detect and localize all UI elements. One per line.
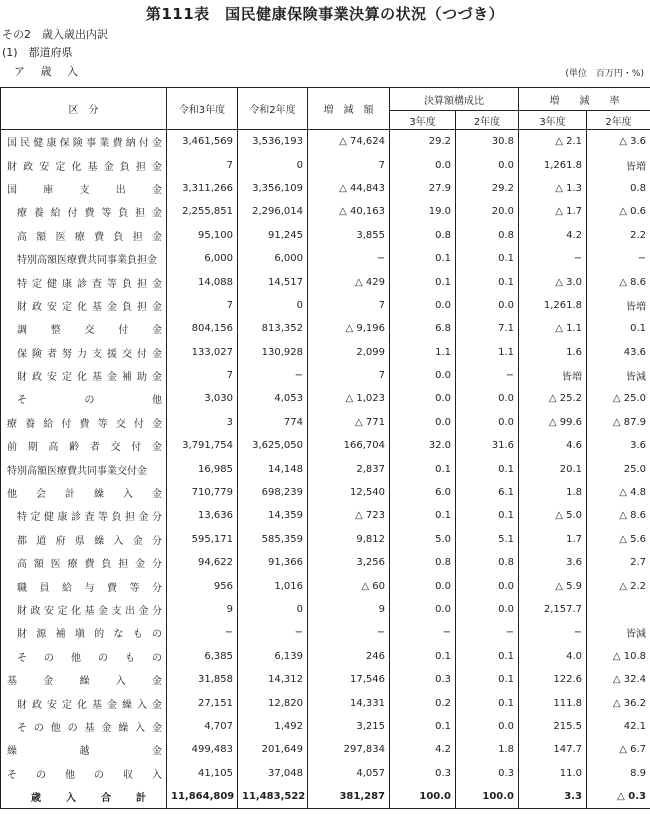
cell-g2	[587, 598, 650, 621]
cell-g3: 147.7	[519, 738, 587, 761]
cell-c2: 5.1	[456, 528, 519, 551]
cell-g3: △ 2.1	[519, 130, 587, 154]
cell-r2: 813,352	[238, 317, 308, 340]
cell-r3: 7	[167, 294, 238, 317]
cell-g3: 20.1	[519, 457, 587, 480]
cell-c2: 0.0	[456, 294, 519, 317]
cell-chg: 7	[308, 153, 390, 176]
cell-g3: 4.2	[519, 224, 587, 247]
cell-g2: 皆減	[587, 621, 650, 644]
cell-g3: △ 5.0	[519, 504, 587, 527]
table-row	[1, 715, 650, 738]
cell-c3: 5.0	[390, 528, 456, 551]
row-label: 保険者努力支援交付金	[1, 341, 167, 364]
cell-c3: 0.1	[390, 270, 456, 293]
cell-g2: 2.2	[587, 224, 650, 247]
cell-r3: 3,030	[167, 387, 238, 410]
row-label: 財政安定化基金補助金	[1, 364, 167, 387]
header-rate: 増 減 率	[519, 88, 650, 111]
row-label: その他	[1, 387, 167, 410]
cell-chg: 17,546	[308, 668, 390, 691]
row-label: その他のもの	[1, 645, 167, 668]
cell-c2: 1.1	[456, 341, 519, 364]
table-row	[1, 481, 650, 504]
cell-chg: 381,287	[308, 785, 390, 809]
cell-c2: 0.8	[456, 551, 519, 574]
table-row	[1, 645, 650, 668]
table-row	[1, 224, 650, 247]
cell-c2: 0.1	[456, 645, 519, 668]
cell-r2: −	[238, 621, 308, 644]
cell-g3: 1.7	[519, 528, 587, 551]
cell-g2: △ 5.6	[587, 528, 650, 551]
cell-chg: 12,540	[308, 481, 390, 504]
table-row	[1, 411, 650, 434]
cell-g2: 8.9	[587, 762, 650, 785]
cell-r2: −	[238, 364, 308, 387]
cell-g2: △ 8.6	[587, 270, 650, 293]
cell-chg: 9	[308, 598, 390, 621]
cell-chg: 2,099	[308, 341, 390, 364]
row-label: 基金繰入金	[1, 668, 167, 691]
table-row	[1, 574, 650, 597]
cell-g3: △ 3.0	[519, 270, 587, 293]
cell-r2: 14,517	[238, 270, 308, 293]
cell-c2: 0.1	[456, 247, 519, 270]
cell-c3: 0.8	[390, 224, 456, 247]
row-label: 高額医療費負担金分	[1, 551, 167, 574]
cell-r2: 698,239	[238, 481, 308, 504]
cell-chg: 3,215	[308, 715, 390, 738]
cell-g2: 43.6	[587, 341, 650, 364]
section-heading: その2 歳入歳出内訳	[2, 28, 108, 41]
cell-r3: 956	[167, 574, 238, 597]
cell-g3: 1.6	[519, 341, 587, 364]
cell-r2: 585,359	[238, 528, 308, 551]
table-row	[1, 364, 650, 387]
cell-c2: 0.0	[456, 387, 519, 410]
cell-r3: 13,636	[167, 504, 238, 527]
cell-c2: 1.8	[456, 738, 519, 761]
cell-r3: 16,985	[167, 457, 238, 480]
cell-c3: 0.1	[390, 715, 456, 738]
cell-g3: 皆増	[519, 364, 587, 387]
cell-chg: △ 60	[308, 574, 390, 597]
cell-c3: 0.1	[390, 457, 456, 480]
cell-g3: 4.6	[519, 434, 587, 457]
cell-g2: 42.1	[587, 715, 650, 738]
row-label: 特別高額医療費共同事業負担金	[1, 247, 167, 270]
cell-c3: 0.0	[390, 153, 456, 176]
table-row	[1, 762, 650, 785]
cell-r2: 774	[238, 411, 308, 434]
cell-r3: 2,255,851	[167, 200, 238, 223]
cell-c2: 0.3	[456, 762, 519, 785]
page-title: 第111表 国民健康保険事業決算の状況（つづき）	[145, 5, 505, 23]
cell-r3: 3	[167, 411, 238, 434]
cell-g2: △ 3.6	[587, 130, 650, 154]
cell-r2: 130,928	[238, 341, 308, 364]
cell-c2: 0.0	[456, 715, 519, 738]
cell-chg: △ 723	[308, 504, 390, 527]
cell-c2: 30.8	[456, 130, 519, 154]
cell-g2: 皆増	[587, 153, 650, 176]
cell-r2: 6,139	[238, 645, 308, 668]
row-label: 歳入合計	[1, 785, 167, 809]
cell-c3: 0.3	[390, 668, 456, 691]
cell-r2: 91,245	[238, 224, 308, 247]
cell-chg: −	[308, 621, 390, 644]
table-row	[1, 691, 650, 714]
cell-r2: 0	[238, 153, 308, 176]
cell-r3: 14,088	[167, 270, 238, 293]
cell-g2: 25.0	[587, 457, 650, 480]
cell-r2: 6,000	[238, 247, 308, 270]
row-label: 財政安定化基金繰入金	[1, 691, 167, 714]
cell-r3: −	[167, 621, 238, 644]
cell-r3: 133,027	[167, 341, 238, 364]
table-row	[1, 504, 650, 527]
row-label: 職員給与費等分	[1, 574, 167, 597]
cell-c2: 7.1	[456, 317, 519, 340]
header-rate-r3: 3年度	[519, 111, 587, 130]
cell-r2: 14,359	[238, 504, 308, 527]
cell-c2: 29.2	[456, 177, 519, 200]
cell-chg: 246	[308, 645, 390, 668]
header-ratio: 決算額構成比	[390, 88, 519, 111]
cell-c3: 0.1	[390, 645, 456, 668]
cell-chg: 2,837	[308, 457, 390, 480]
sub-subsection-heading: ア 歳 入	[14, 65, 84, 78]
cell-chg: △ 1,023	[308, 387, 390, 410]
cell-g2: △ 0.6	[587, 200, 650, 223]
cell-chg: 3,256	[308, 551, 390, 574]
cell-chg: △ 771	[308, 411, 390, 434]
cell-g2: △ 2.2	[587, 574, 650, 597]
cell-c2: 0.0	[456, 153, 519, 176]
cell-g2: △ 4.8	[587, 481, 650, 504]
row-label: 他会計繰入金	[1, 481, 167, 504]
cell-c2: 0.1	[456, 668, 519, 691]
cell-c3: 0.0	[390, 411, 456, 434]
cell-r2: 3,625,050	[238, 434, 308, 457]
cell-r3: 94,622	[167, 551, 238, 574]
cell-chg: 4,057	[308, 762, 390, 785]
cell-g3: 3.6	[519, 551, 587, 574]
cell-r3: 710,779	[167, 481, 238, 504]
cell-c2: −	[456, 621, 519, 644]
cell-c2: 20.0	[456, 200, 519, 223]
cell-g2: △ 10.8	[587, 645, 650, 668]
cell-r2: 37,048	[238, 762, 308, 785]
cell-chg: △ 40,163	[308, 200, 390, 223]
row-label: 前期高齢者交付金	[1, 434, 167, 457]
cell-g2: △ 36.2	[587, 691, 650, 714]
row-label: 繰越金	[1, 738, 167, 761]
cell-g2: −	[587, 247, 650, 270]
cell-c3: 0.3	[390, 762, 456, 785]
row-label: 療養給付費等負担金	[1, 200, 167, 223]
cell-g3: △ 1.3	[519, 177, 587, 200]
cell-c2: 0.0	[456, 574, 519, 597]
cell-r3: 95,100	[167, 224, 238, 247]
cell-c3: 0.0	[390, 364, 456, 387]
cell-r3: 9	[167, 598, 238, 621]
header-ratio-r2: 2年度	[456, 111, 519, 130]
cell-g2: 2.7	[587, 551, 650, 574]
row-label: 財源補塡的なもの	[1, 621, 167, 644]
row-label: 都道府県繰入金分	[1, 528, 167, 551]
cell-r3: 41,105	[167, 762, 238, 785]
header-category: 区 分	[1, 88, 167, 130]
cell-g2: △ 8.6	[587, 504, 650, 527]
cell-g2: △ 87.9	[587, 411, 650, 434]
cell-r2: 201,649	[238, 738, 308, 761]
cell-g3: 4.0	[519, 645, 587, 668]
revenue-table	[0, 87, 650, 809]
cell-chg: −	[308, 247, 390, 270]
cell-r3: 804,156	[167, 317, 238, 340]
cell-c2: 0.0	[456, 411, 519, 434]
cell-g2: 皆減	[587, 364, 650, 387]
cell-g3: 2,157.7	[519, 598, 587, 621]
cell-chg: 297,834	[308, 738, 390, 761]
cell-r3: 31,858	[167, 668, 238, 691]
table-row	[1, 738, 650, 761]
table-row	[1, 270, 650, 293]
cell-chg: 166,704	[308, 434, 390, 457]
cell-g3: 111.8	[519, 691, 587, 714]
cell-g2: △ 25.0	[587, 387, 650, 410]
row-label: 調整交付金	[1, 317, 167, 340]
cell-c3: 27.9	[390, 177, 456, 200]
cell-r2: 3,536,193	[238, 130, 308, 154]
table-row	[1, 528, 650, 551]
header-ratio-r3: 3年度	[390, 111, 456, 130]
table-row	[1, 341, 650, 364]
cell-g3: △ 1.1	[519, 317, 587, 340]
table-row	[1, 434, 650, 457]
subsection-heading: (1) 都道府県	[2, 46, 73, 59]
cell-r3: 4,707	[167, 715, 238, 738]
cell-r3: 499,483	[167, 738, 238, 761]
cell-r2: 0	[238, 294, 308, 317]
cell-r3: 27,151	[167, 691, 238, 714]
cell-g3: −	[519, 247, 587, 270]
cell-r2: 4,053	[238, 387, 308, 410]
cell-r3: 3,461,569	[167, 130, 238, 154]
table-row	[1, 130, 650, 154]
row-label: 財政安定化基金支出金分	[1, 598, 167, 621]
cell-c3: 100.0	[390, 785, 456, 809]
table-row	[1, 247, 650, 270]
table-row	[1, 551, 650, 574]
row-label: 国民健康保険事業費納付金	[1, 130, 167, 154]
row-label: その他の基金繰入金	[1, 715, 167, 738]
header-r3: 令和3年度	[167, 88, 238, 130]
cell-chg: 7	[308, 364, 390, 387]
cell-r3: 6,000	[167, 247, 238, 270]
cell-c3: 0.0	[390, 598, 456, 621]
row-label: 国庫支出金	[1, 177, 167, 200]
cell-r2: 12,820	[238, 691, 308, 714]
cell-g3: −	[519, 621, 587, 644]
cell-c2: 6.1	[456, 481, 519, 504]
cell-g3: △ 25.2	[519, 387, 587, 410]
cell-c3: −	[390, 621, 456, 644]
cell-c3: 32.0	[390, 434, 456, 457]
cell-c3: 0.0	[390, 574, 456, 597]
table-row	[1, 785, 650, 809]
cell-r2: 14,148	[238, 457, 308, 480]
cell-r2: 0	[238, 598, 308, 621]
row-label: 財政安定化基金負担金	[1, 294, 167, 317]
table-row	[1, 457, 650, 480]
header-rate-r2: 2年度	[587, 111, 650, 130]
cell-c2: 0.0	[456, 598, 519, 621]
cell-r3: 6,385	[167, 645, 238, 668]
row-label: 特別高額医療費共同事業交付金	[1, 457, 167, 480]
cell-r2: 11,483,522	[238, 785, 308, 809]
cell-chg: 7	[308, 294, 390, 317]
cell-g3: 1.8	[519, 481, 587, 504]
cell-r2: 91,366	[238, 551, 308, 574]
cell-c3: 0.0	[390, 387, 456, 410]
cell-c3: 6.0	[390, 481, 456, 504]
cell-g3: △ 99.6	[519, 411, 587, 434]
cell-c2: 0.1	[456, 457, 519, 480]
cell-chg: 3,855	[308, 224, 390, 247]
cell-c2: 0.1	[456, 504, 519, 527]
cell-g3: △ 5.9	[519, 574, 587, 597]
cell-r3: 3,311,266	[167, 177, 238, 200]
cell-c3: 0.1	[390, 504, 456, 527]
cell-g2: 3.6	[587, 434, 650, 457]
row-label: 財政安定化基金負担金	[1, 153, 167, 176]
row-label: 療養給付費等交付金	[1, 411, 167, 434]
cell-c3: 4.2	[390, 738, 456, 761]
row-label: 特定健康診査等負担金分	[1, 504, 167, 527]
cell-chg: △ 44,843	[308, 177, 390, 200]
cell-g3: 11.0	[519, 762, 587, 785]
table-row	[1, 598, 650, 621]
cell-g3: 1,261.8	[519, 294, 587, 317]
table-row	[1, 294, 650, 317]
row-label: 高額医療費負担金	[1, 224, 167, 247]
cell-g3: 122.6	[519, 668, 587, 691]
cell-g2: △ 0.3	[587, 785, 650, 809]
cell-g2: 皆増	[587, 294, 650, 317]
table-row	[1, 387, 650, 410]
table-row	[1, 200, 650, 223]
unit-note: (単位 百万円・%)	[565, 69, 644, 79]
cell-c3: 0.8	[390, 551, 456, 574]
cell-chg: 9,812	[308, 528, 390, 551]
cell-c2: −	[456, 364, 519, 387]
cell-c3: 0.0	[390, 294, 456, 317]
cell-c2: 0.1	[456, 270, 519, 293]
cell-c2: 0.8	[456, 224, 519, 247]
table-row	[1, 668, 650, 691]
row-label: 特定健康診査等負担金	[1, 270, 167, 293]
cell-c2: 31.6	[456, 434, 519, 457]
cell-g2: △ 6.7	[587, 738, 650, 761]
cell-r2: 1,016	[238, 574, 308, 597]
cell-r2: 1,492	[238, 715, 308, 738]
cell-c2: 0.1	[456, 691, 519, 714]
cell-chg: △ 9,196	[308, 317, 390, 340]
cell-g3: 1,261.8	[519, 153, 587, 176]
header-r2: 令和2年度	[238, 88, 308, 130]
cell-g3: 3.3	[519, 785, 587, 809]
cell-chg: △ 429	[308, 270, 390, 293]
cell-r2: 2,296,014	[238, 200, 308, 223]
table-row	[1, 621, 650, 644]
header-change: 増 減 額	[308, 88, 390, 130]
row-label: その他の収入	[1, 762, 167, 785]
cell-r3: 11,864,809	[167, 785, 238, 809]
cell-g2: 0.1	[587, 317, 650, 340]
cell-g3: 215.5	[519, 715, 587, 738]
table-row	[1, 177, 650, 200]
cell-g3: △ 1.7	[519, 200, 587, 223]
cell-r2: 3,356,109	[238, 177, 308, 200]
cell-c2: 100.0	[456, 785, 519, 809]
cell-r3: 7	[167, 153, 238, 176]
cell-c3: 29.2	[390, 130, 456, 154]
cell-g2: 0.8	[587, 177, 650, 200]
cell-c3: 0.2	[390, 691, 456, 714]
cell-c3: 19.0	[390, 200, 456, 223]
cell-c3: 1.1	[390, 341, 456, 364]
cell-g2: △ 32.4	[587, 668, 650, 691]
cell-r3: 7	[167, 364, 238, 387]
cell-r2: 14,312	[238, 668, 308, 691]
table-row	[1, 317, 650, 340]
cell-chg: △ 74,624	[308, 130, 390, 154]
table-row	[1, 153, 650, 176]
cell-r3: 3,791,754	[167, 434, 238, 457]
cell-chg: 14,331	[308, 691, 390, 714]
cell-c3: 0.1	[390, 247, 456, 270]
cell-c3: 6.8	[390, 317, 456, 340]
cell-r3: 595,171	[167, 528, 238, 551]
